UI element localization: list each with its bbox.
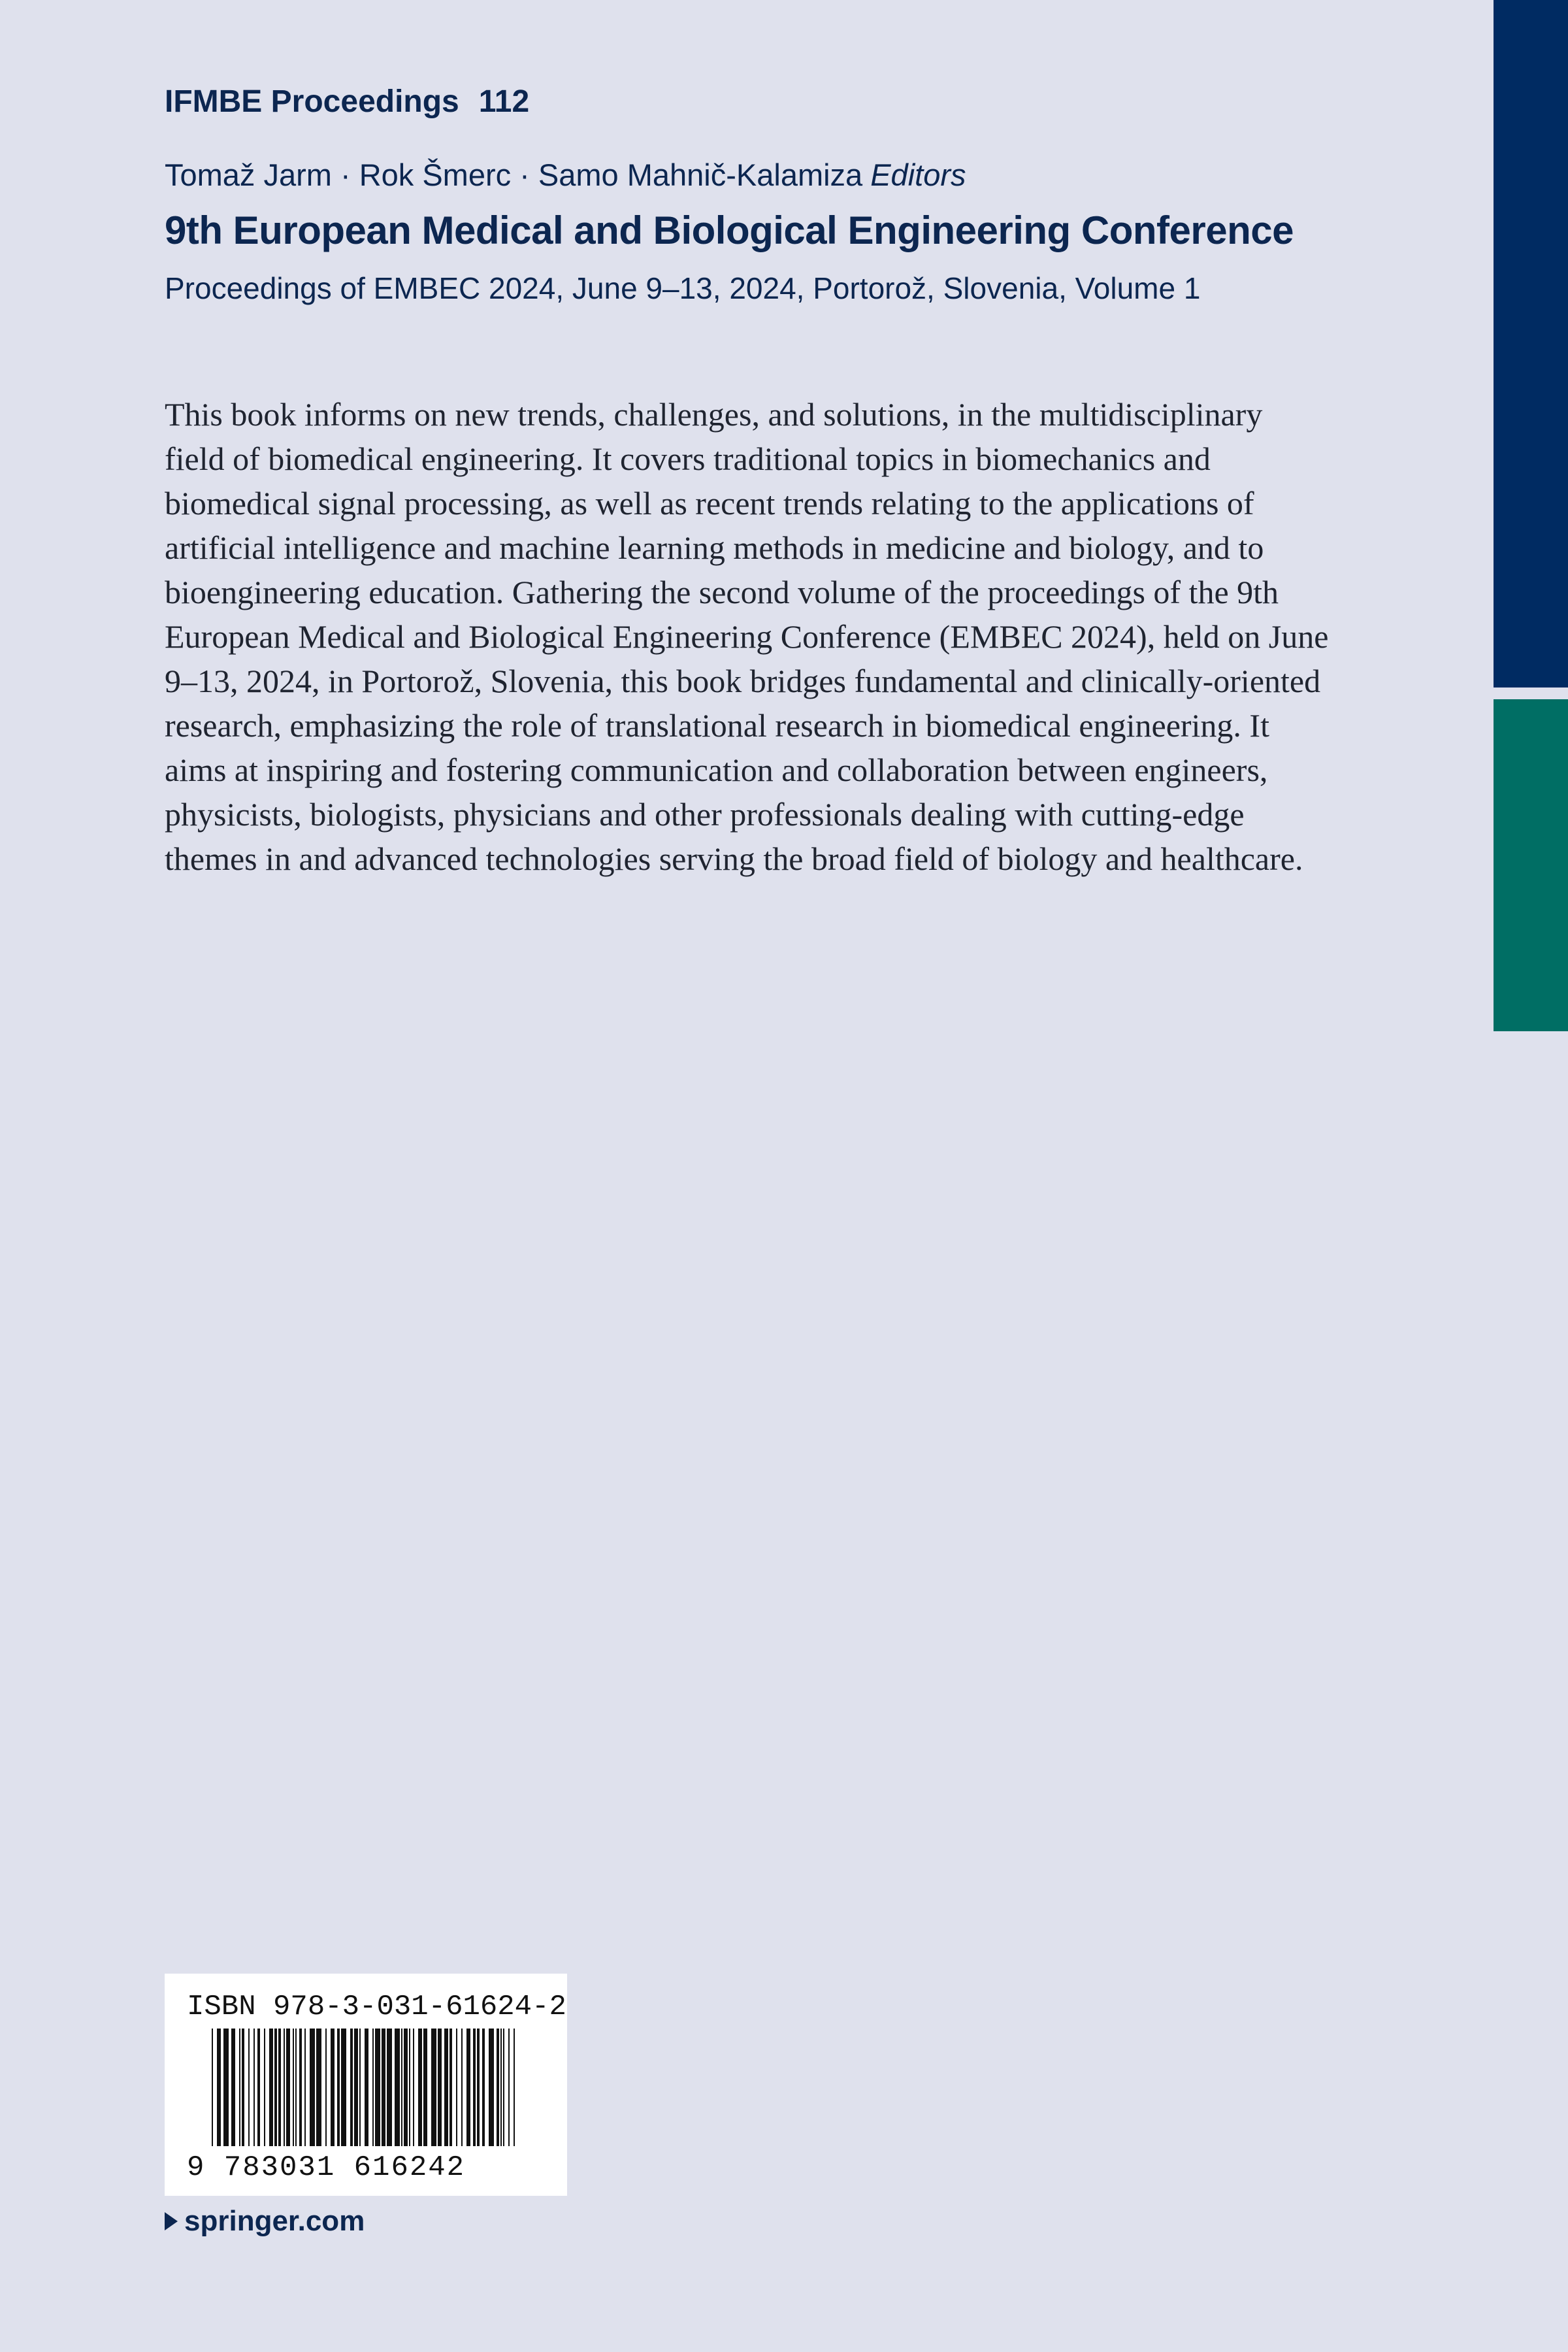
navy-side-stripe xyxy=(1494,0,1568,687)
barcode-bar xyxy=(395,2029,400,2146)
barcode-bar xyxy=(295,2029,297,2146)
barcode-bar xyxy=(284,2029,285,2146)
series-line xyxy=(165,84,529,120)
barcode-bar xyxy=(264,2029,265,2146)
barcode-bar xyxy=(350,2029,353,2146)
barcode-bar xyxy=(359,2029,361,2146)
barcode-bar xyxy=(354,2029,358,2146)
barcode-bar xyxy=(508,2029,510,2146)
barcode-bar xyxy=(423,2029,427,2146)
barcode-bar xyxy=(431,2029,436,2146)
isbn-barcode-box xyxy=(165,1974,567,2196)
book-subtitle: Proceedings of EMBEC 2024, June 9–13, 2024, Portorož, Slovenia, Volume 1 xyxy=(165,271,1201,305)
barcode-bar xyxy=(449,2029,452,2146)
barcode-bar xyxy=(310,2029,315,2146)
barcode-bar xyxy=(375,2029,380,2146)
editor-names: Tomaž Jarm · Rok Šmerc · Samo Mahnič-Kalamiza xyxy=(165,157,863,192)
description-line: biomedical signal processing, as well as recent trends relating to the applications of xyxy=(165,485,1254,522)
barcode-bar xyxy=(461,2029,463,2146)
description-line: 9–13, 2024, in Portorož, Slovenia, this book bridges fundamental and clinically-oriented xyxy=(165,663,1321,699)
barcode-bar xyxy=(401,2029,402,2146)
barcode-bar xyxy=(456,2029,457,2146)
barcode-bar xyxy=(404,2029,408,2146)
barcode-bar xyxy=(444,2029,448,2146)
barcode-bar xyxy=(253,2029,255,2146)
barcode-bar xyxy=(278,2029,281,2146)
barcode-bar xyxy=(217,2029,221,2146)
barcode-bar xyxy=(341,2029,346,2146)
description-line: physicists, biologists, physicians and other professionals dealing with cutting-edge xyxy=(165,796,1245,833)
publisher-url: springer.com xyxy=(184,2205,365,2237)
barcode-bar xyxy=(223,2029,229,2146)
barcode-bar xyxy=(477,2029,480,2146)
barcode-bar xyxy=(473,2029,476,2146)
teal-side-stripe xyxy=(1494,699,1568,1031)
barcode-bar xyxy=(239,2029,240,2146)
barcode-bar xyxy=(372,2029,374,2146)
isbn-label: ISBN 978-3-031-61624-2 xyxy=(187,1991,566,2023)
barcode-bar xyxy=(503,2029,504,2146)
barcode-bar xyxy=(293,2029,294,2146)
barcode-bar xyxy=(299,2029,302,2146)
barcode-bar xyxy=(331,2029,335,2146)
barcode-bar xyxy=(212,2029,213,2146)
series-number: 112 xyxy=(478,84,530,119)
barcode-bar xyxy=(286,2029,290,2146)
barcode-bar xyxy=(274,2029,277,2146)
barcode-bar xyxy=(304,2029,306,2146)
barcode-bar xyxy=(269,2029,273,2146)
description-line: themes in and advanced technologies serving the broad field of biology and healthcare. xyxy=(165,840,1303,877)
barcode-bar xyxy=(418,2029,422,2146)
barcode-bar xyxy=(413,2029,414,2146)
book-description xyxy=(165,392,1380,881)
series-name: IFMBE Proceedings xyxy=(165,84,459,119)
description-line: aims at inspiring and fostering communication and collaboration between engineers, xyxy=(165,752,1268,788)
barcode-bar xyxy=(482,2029,485,2146)
barcode-bar xyxy=(514,2029,515,2146)
barcode-bar xyxy=(242,2029,244,2146)
barcode-bar xyxy=(489,2029,494,2146)
description-line: European Medical and Biological Engineering Conference (EMBEC 2024), held on June xyxy=(165,618,1329,655)
barcode-bar xyxy=(316,2029,321,2146)
description-line: This book informs on new trends, challenges, and solutions, in the multidisciplinary xyxy=(165,396,1263,433)
editors-line xyxy=(165,157,966,193)
description-line: research, emphasizing the role of translational research in biomedical engineering. It xyxy=(165,707,1269,744)
barcode-bar xyxy=(325,2029,327,2146)
barcode-bar xyxy=(497,2029,499,2146)
barcode-bar xyxy=(382,2029,385,2146)
barcode-bar xyxy=(248,2029,250,2146)
isbn-digits: 9 783031 616242 xyxy=(187,2151,466,2184)
publisher-link[interactable] xyxy=(165,2205,365,2238)
barcode-bar xyxy=(387,2029,392,2146)
barcode-bar xyxy=(365,2029,368,2146)
description-line: bioengineering education. Gathering the second volume of the proceedings of the 9th xyxy=(165,574,1279,610)
barcode-bar xyxy=(409,2029,410,2146)
barcode-bar xyxy=(257,2029,260,2146)
barcode-graphic xyxy=(212,2029,525,2146)
triangle-arrow-icon xyxy=(165,2212,178,2230)
description-line: field of biomedical engineering. It covers traditional topics in biomechanics and xyxy=(165,440,1211,477)
barcode-bar xyxy=(438,2029,442,2146)
barcode-bar xyxy=(466,2029,470,2146)
editors-role: Editors xyxy=(870,157,966,192)
barcode-bar xyxy=(500,2029,502,2146)
book-title: 9th European Medical and Biological Engineering Conference xyxy=(165,208,1294,252)
barcode-bar xyxy=(337,2029,340,2146)
barcode-bar xyxy=(231,2029,235,2146)
description-line: artificial intelligence and machine learning methods in medicine and biology, and to xyxy=(165,529,1264,566)
